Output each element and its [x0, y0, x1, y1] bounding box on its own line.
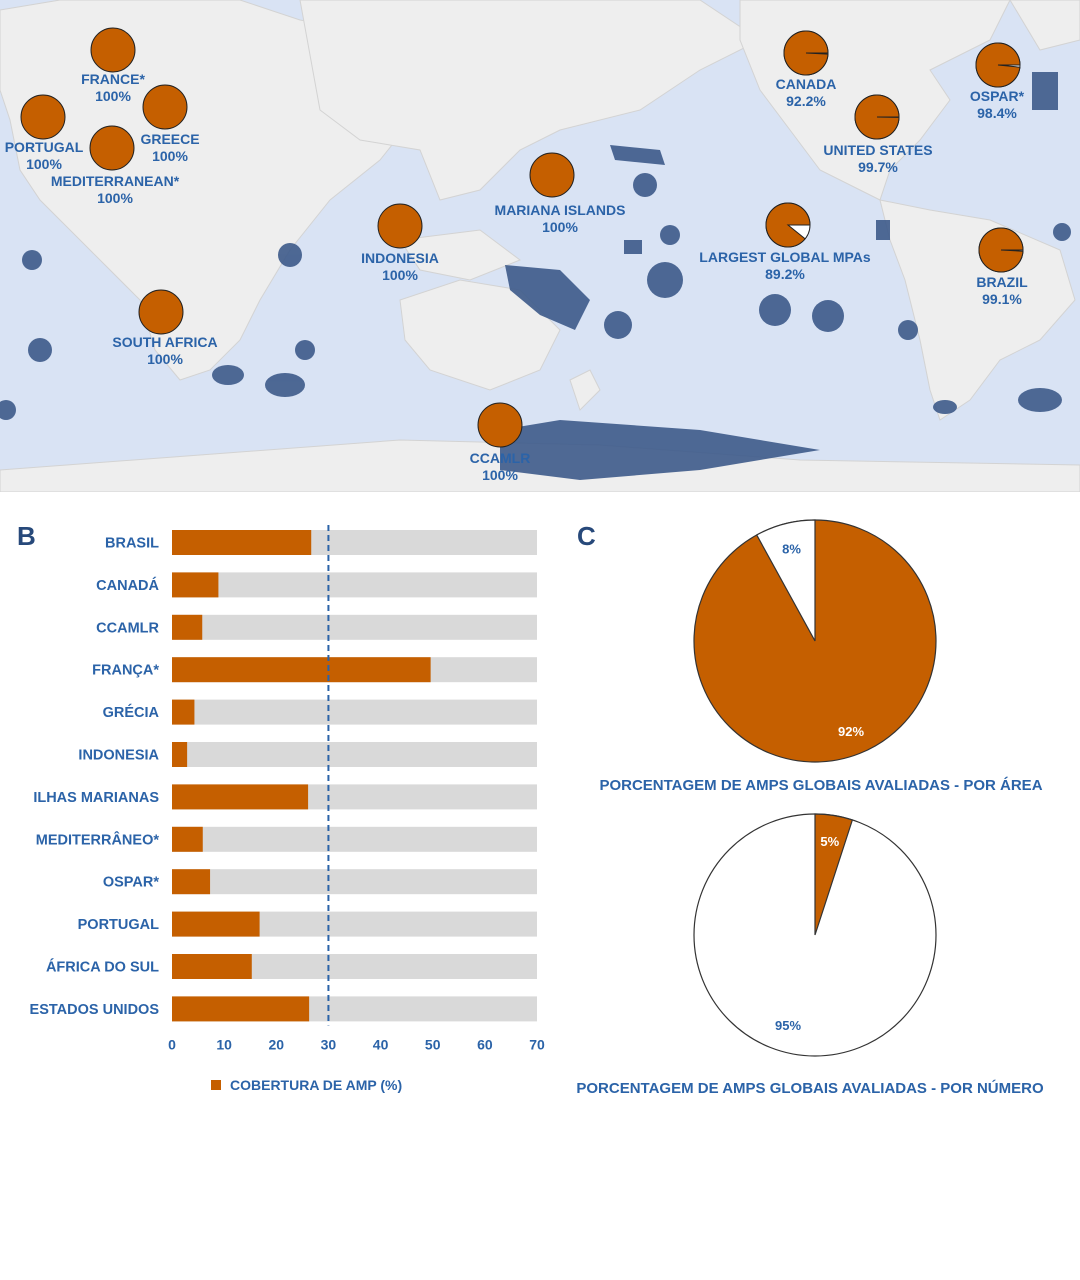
mpa-shape	[278, 243, 302, 267]
category-label: ESTADOS UNIDOS	[29, 1001, 159, 1018]
panel-letter-c: C	[577, 521, 596, 551]
bar-track	[172, 827, 537, 852]
marker-pie-slice	[976, 43, 1020, 87]
legend-swatch	[211, 1080, 221, 1090]
mpa-shape	[1018, 388, 1062, 412]
marker-value: 100%	[382, 267, 418, 283]
marker-name: SOUTH AFRICA	[112, 334, 218, 350]
mpa-shape	[624, 240, 642, 254]
marker-name: CCAMLR	[469, 450, 531, 466]
mpa-shape	[604, 311, 632, 339]
pie-panel	[560, 505, 1080, 1105]
bar	[172, 784, 308, 809]
bar	[172, 827, 203, 852]
x-tick-label: 70	[529, 1036, 545, 1053]
marker-name: LARGEST GLOBAL MPAs	[699, 249, 871, 265]
bar-panel	[0, 505, 560, 1105]
pie-slice-label: 92%	[837, 724, 865, 739]
bar	[172, 615, 202, 640]
category-label: BRASIL	[105, 535, 159, 552]
x-tick-label: 50	[424, 1036, 441, 1053]
bar-track	[172, 869, 537, 894]
marker-pie-slice	[766, 203, 810, 247]
marker-pie-slice	[784, 31, 828, 75]
mpa-shape	[759, 294, 791, 326]
bar	[172, 742, 187, 767]
mpa-shape	[212, 365, 244, 385]
category-label: GRÉCIA	[102, 705, 159, 722]
marker-pie	[90, 126, 134, 170]
bar-chart	[0, 505, 560, 1105]
marker-pie	[139, 290, 183, 334]
marker-value: 100%	[482, 467, 518, 483]
pie-by-number-title: PORCENTAGEM DE AMPS GLOBAIS AVALIADAS - POR NÚMERO	[576, 1080, 1044, 1097]
mpa-shape	[22, 250, 42, 270]
mpa-shape	[633, 173, 657, 197]
category-label: MEDITERRÂNEO*	[35, 832, 159, 849]
pie-by-number	[694, 814, 936, 1056]
category-label: INDONESIA	[78, 747, 159, 764]
x-tick-labels	[168, 1036, 545, 1052]
marker-value: 99.1%	[982, 291, 1022, 307]
mpa-shape	[933, 400, 957, 414]
bar	[172, 869, 210, 894]
x-tick-label: 40	[372, 1036, 389, 1053]
marker-pie-slice	[979, 228, 1023, 272]
marker-pie	[91, 28, 135, 72]
world-map	[0, 0, 1080, 492]
marker-value: 92.2%	[786, 93, 826, 109]
category-label: FRANÇA*	[92, 662, 159, 679]
bar	[172, 912, 260, 937]
mpa-shape	[265, 373, 305, 397]
map-panel	[0, 0, 1080, 492]
mpa-shape	[898, 320, 918, 340]
bar	[172, 657, 431, 682]
marker-value: 100%	[147, 351, 183, 367]
pie-slice-label: 95%	[774, 1018, 802, 1033]
category-label: CCAMLR	[96, 620, 159, 637]
legend	[211, 1077, 402, 1093]
mpa-shape	[812, 300, 844, 332]
bar	[172, 954, 252, 979]
pie-slice-label: 8%	[782, 541, 801, 557]
bar	[172, 530, 311, 555]
pie-charts	[560, 505, 1080, 1105]
category-labels	[30, 536, 160, 1018]
x-tick-label: 10	[216, 1036, 232, 1053]
marker-name: INDONESIA	[361, 250, 439, 266]
pie-by-area	[694, 520, 936, 762]
category-label: OSPAR*	[102, 874, 159, 891]
bar	[172, 996, 309, 1021]
mpa-shape	[876, 220, 890, 240]
legend-label: COBERTURA DE AMP (%)	[230, 1077, 403, 1093]
x-tick-label: 0	[168, 1036, 176, 1053]
marker-value: 99.7%	[858, 159, 898, 175]
x-tick-label: 60	[477, 1036, 493, 1053]
mpa-shape	[1053, 223, 1071, 241]
bar-fills	[172, 530, 431, 1021]
marker-name: PORTUGAL	[4, 139, 84, 155]
mpa-shape	[1032, 72, 1058, 110]
mpa-shape	[295, 340, 315, 360]
marker-pie-slice	[855, 95, 899, 139]
marker-value: 100%	[152, 148, 188, 164]
marker-pie	[21, 95, 65, 139]
marker-value: 89.2%	[765, 266, 805, 282]
marker-value: 100%	[542, 219, 578, 235]
bar-track	[172, 572, 537, 597]
bar	[172, 572, 218, 597]
mpa-shape	[647, 262, 683, 298]
bar-track	[172, 742, 537, 767]
marker-pie	[478, 403, 522, 447]
panel-letter-b: B	[17, 521, 36, 551]
category-label: PORTUGAL	[77, 917, 159, 934]
marker-name: CANADA	[775, 76, 837, 92]
mpa-shape	[28, 338, 52, 362]
category-label: CANADÁ	[96, 577, 159, 594]
marker-pie	[143, 85, 187, 129]
marker-pie	[378, 204, 422, 248]
bar-track	[172, 615, 537, 640]
bar	[172, 700, 194, 725]
marker-name: GREECE	[140, 131, 200, 147]
marker-name: BRAZIL	[976, 274, 1028, 290]
marker-name: FRANCE*	[81, 71, 145, 87]
x-tick-label: 30	[320, 1036, 337, 1053]
bar-track	[172, 700, 537, 725]
marker-value: 100%	[26, 156, 62, 172]
category-label: ÁFRICA DO SUL	[45, 959, 159, 976]
marker-name: MEDITERRANEAN*	[50, 173, 180, 189]
marker-pie	[530, 153, 574, 197]
mpa-shape	[660, 225, 680, 245]
x-tick-label: 20	[268, 1036, 285, 1053]
marker-value: 100%	[95, 88, 131, 104]
category-label: ILHAS MARIANAS	[33, 789, 159, 806]
marker-name: UNITED STATES	[823, 142, 933, 158]
pie-by-area-title: PORCENTAGEM DE AMPS GLOBAIS AVALIADAS - POR ÁREA	[599, 777, 1043, 794]
marker-name: OSPAR*	[969, 88, 1025, 104]
marker-name: MARIANA ISLANDS	[494, 202, 626, 218]
marker-value: 100%	[97, 190, 133, 206]
bar-tracks	[172, 530, 537, 1021]
pie-slice-label: 5%	[820, 833, 840, 849]
marker-value: 98.4%	[977, 105, 1017, 121]
